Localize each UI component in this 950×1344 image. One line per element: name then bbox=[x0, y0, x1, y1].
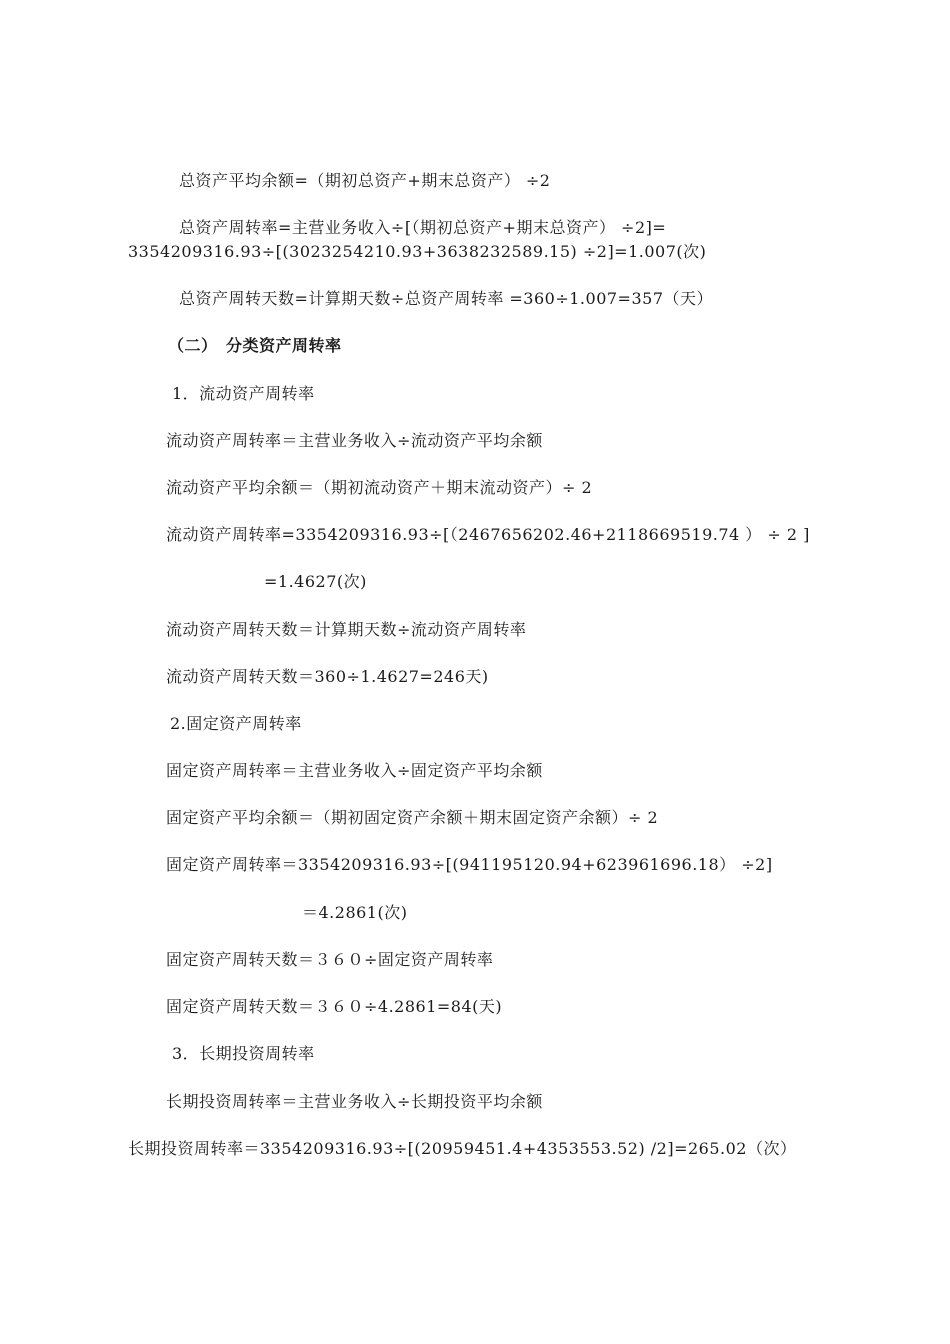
formula-current-asset-turnover-days: 流动资产周转天数＝计算期天数÷流动资产周转率 bbox=[166, 620, 527, 639]
formula-long-term-investment-turnover-calc: 长期投资周转率＝3354209316.93÷[(20959451.4+4353553.52) /2]=265.02（次） bbox=[128, 1139, 797, 1158]
formula-fixed-asset-turnover-days: 固定资产周转天数＝３６０÷固定资产周转率 bbox=[166, 950, 494, 969]
formula-fixed-asset-turnover: 固定资产周转率＝主营业务收入÷固定资产平均余额 bbox=[166, 761, 543, 780]
formula-long-term-investment-turnover: 长期投资周转率＝主营业务收入÷长期投资平均余额 bbox=[166, 1092, 543, 1111]
section-heading-classified-assets: （二） 分类资产周转率 bbox=[168, 336, 342, 355]
subheading-long-term-investment-turnover: 3．长期投资周转率 bbox=[172, 1044, 315, 1063]
result-current-asset-turnover: =1.4627(次) bbox=[264, 572, 367, 591]
formula-current-asset-avg: 流动资产平均余额＝（期初流动资产＋期末流动资产）÷ 2 bbox=[166, 478, 593, 497]
formula-total-asset-turnover-calc: 3354209316.93÷[(3023254210.93+3638232589.15) ÷2]=1.007(次) bbox=[128, 242, 707, 261]
formula-fixed-asset-turnover-calc: 固定资产周转率＝3354209316.93÷[(941195120.94+623961696.18） ÷2] bbox=[166, 855, 773, 874]
formula-current-asset-turnover-calc: 流动资产周转率=3354209316.93÷[（2467656202.46+2118669519.74 ） ÷ 2 ] bbox=[166, 525, 810, 544]
formula-total-asset-turnover-days: 总资产周转天数=计算期天数÷总资产周转率 =360÷1.007=357（天） bbox=[179, 289, 714, 308]
formula-total-asset-turnover: 总资产周转率=主营业务收入÷[（期初总资产+期末总资产） ÷2]= bbox=[179, 218, 667, 237]
formula-fixed-asset-avg: 固定资产平均余额＝（期初固定资产余额＋期末固定资产余额）÷ 2 bbox=[166, 808, 659, 827]
formula-total-asset-avg: 总资产平均余额=（期初总资产+期末总资产） ÷2 bbox=[179, 171, 551, 190]
formula-current-asset-turnover-days-calc: 流动资产周转天数＝360÷1.4627=246天) bbox=[166, 667, 489, 686]
subheading-current-asset-turnover: 1．流动资产周转率 bbox=[172, 384, 315, 403]
result-fixed-asset-turnover: ＝4.2861(次) bbox=[302, 903, 408, 922]
formula-fixed-asset-turnover-days-calc: 固定资产周转天数＝３６０÷4.2861=84(天) bbox=[166, 997, 503, 1016]
subheading-fixed-asset-turnover: 2.固定资产周转率 bbox=[170, 714, 302, 733]
formula-current-asset-turnover: 流动资产周转率＝主营业务收入÷流动资产平均余额 bbox=[166, 431, 543, 450]
